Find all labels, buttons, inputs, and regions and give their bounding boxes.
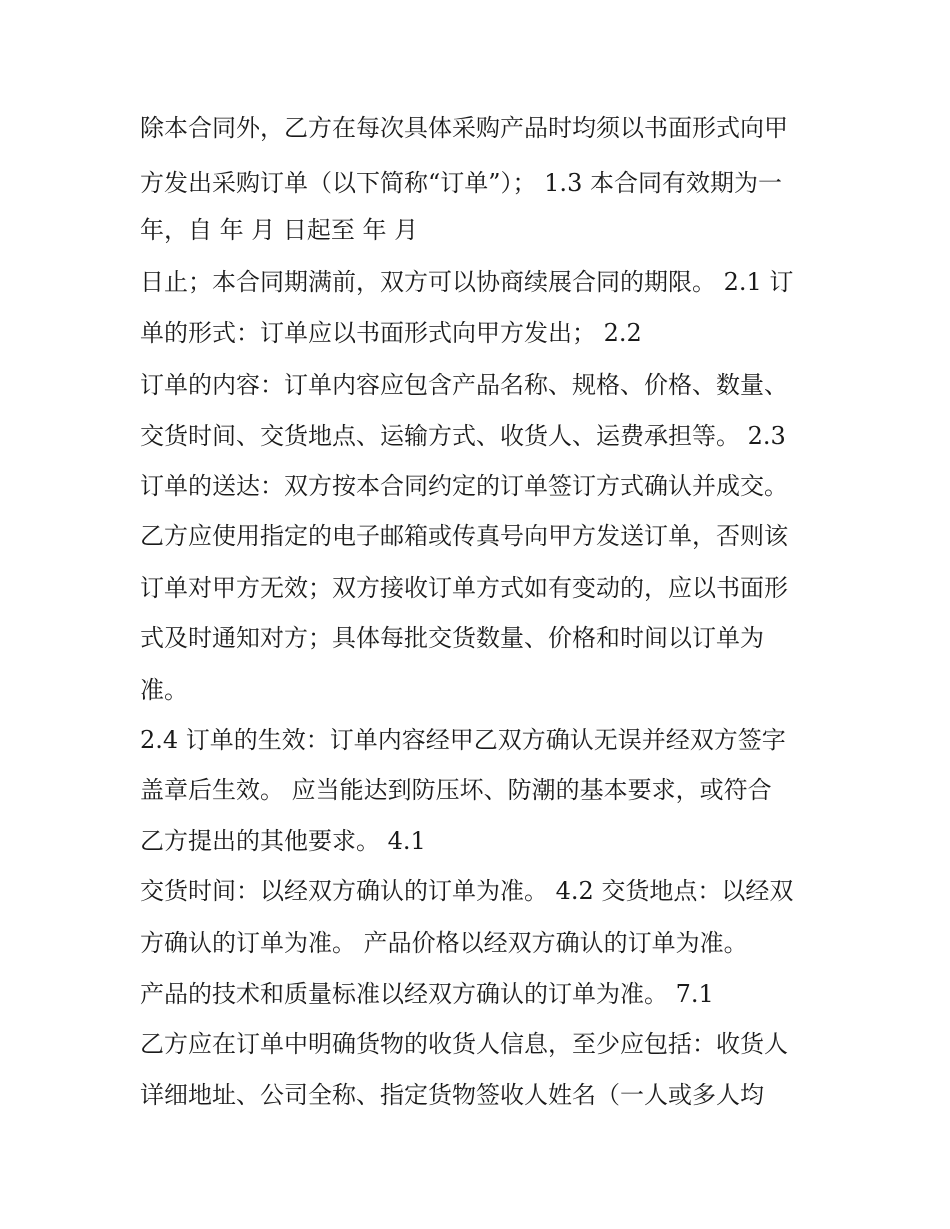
text-line: 单的形式：订单应以书面形式向甲方发出； 2.2: [140, 319, 642, 347]
text-line: 日止；本合同期满前，双方可以协商续展合同的期限。 2.1 订: [140, 268, 794, 296]
text-line: 方发出采购订单（以下简称“订单”）； 1.3 本合同有效期为一: [140, 169, 782, 197]
text-line: 乙方应使用指定的电子邮箱或传真号向甲方发送订单，否则该: [140, 522, 788, 550]
text-line: 交货时间：以经双方确认的订单为准。 4.2 交货地点：以经双: [140, 877, 794, 905]
text-line: 准。: [140, 676, 188, 704]
text-line: 产品的技术和质量标准以经双方确认的订单为准。 7.1: [140, 980, 714, 1008]
text-line: 详细地址、公司全称、指定货物签收人姓名（一人或多人均: [140, 1081, 764, 1109]
text-line: 式及时通知对方；具体每批交货数量、价格和时间以订单为: [140, 624, 764, 652]
text-line: 订单的送达：双方按本合同约定的订单签订方式确认并成交。: [140, 472, 788, 500]
text-line: 交货时间、交货地点、运输方式、收货人、运费承担等。 2.3: [140, 422, 786, 450]
text-line: 年，自 年 月 日起至 年 月: [140, 216, 419, 244]
text-line: 盖章后生效。 应当能达到防压坏、防潮的基本要求，或符合: [140, 776, 772, 804]
text-line: 订单的内容：订单内容应包含产品名称、规格、价格、数量、: [140, 371, 788, 399]
text-line: 订单对甲方无效；双方接收订单方式如有变动的，应以书面形: [140, 574, 788, 602]
text-line: 除本合同外，乙方在每次具体采购产品时均须以书面形式向甲: [140, 114, 788, 142]
text-line: 乙方提出的其他要求。 4.1: [140, 827, 426, 855]
text-line: 乙方应在订单中明确货物的收货人信息，至少应包括：收货人: [140, 1030, 788, 1058]
text-line: 方确认的订单为准。 产品价格以经双方确认的订单为准。: [140, 929, 748, 957]
text-line: 2.4 订单的生效：订单内容经甲乙双方确认无误并经双方签字: [140, 726, 786, 754]
